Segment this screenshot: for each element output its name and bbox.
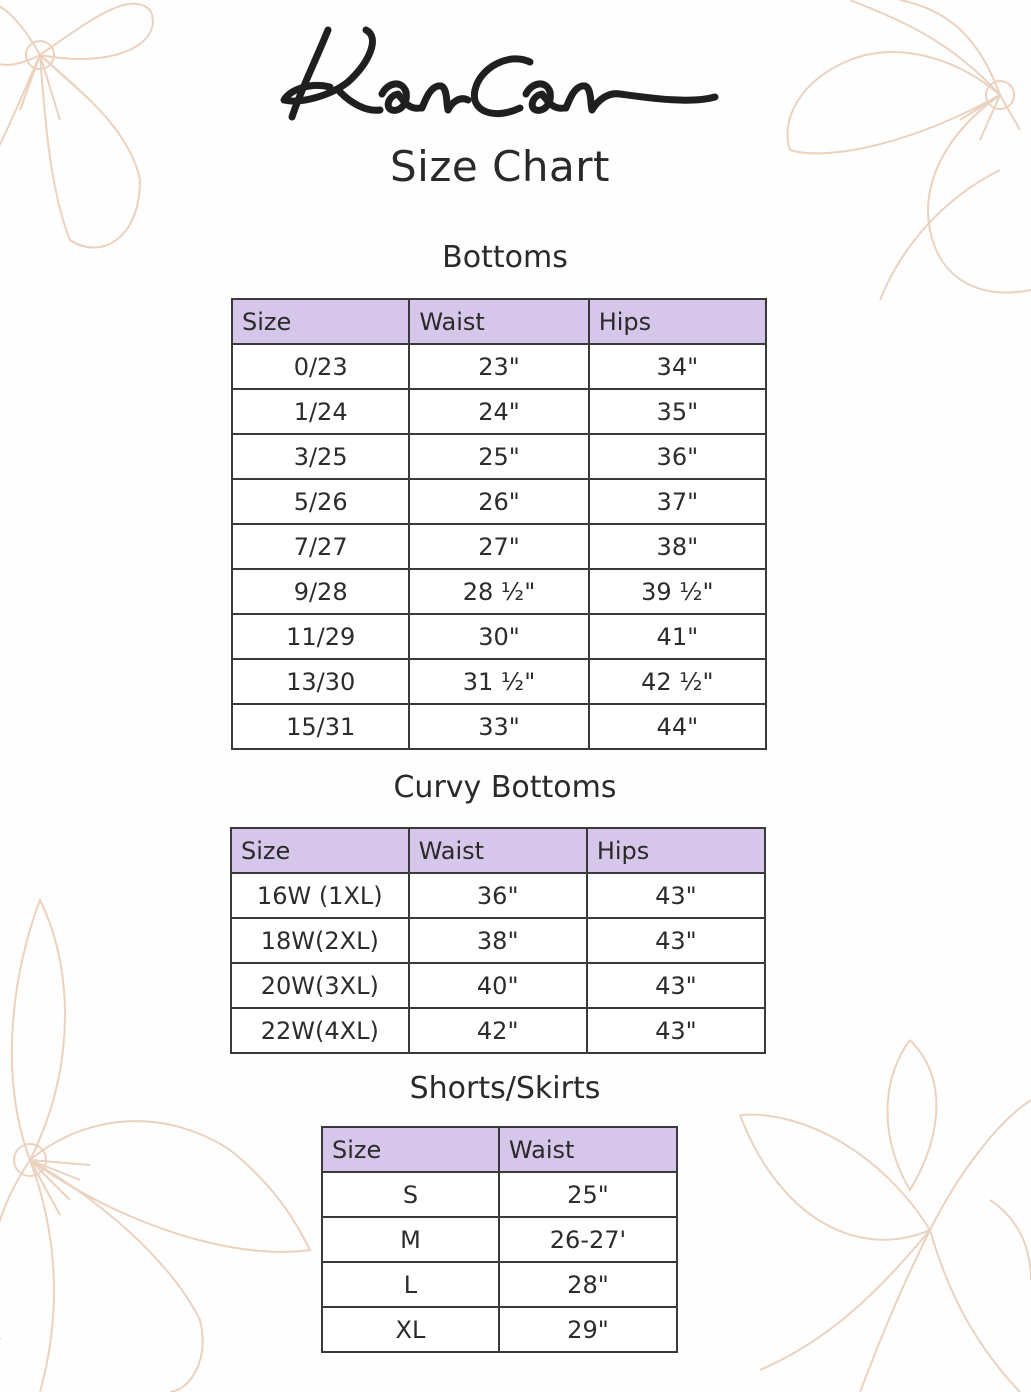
waist-cell: 33" (409, 704, 588, 749)
waist-cell: 23" (409, 344, 588, 389)
table-row (232, 524, 766, 569)
table-header-row (322, 1127, 677, 1172)
waist-cell: 25" (409, 434, 588, 479)
size-cell: 3/25 (232, 434, 409, 479)
size-cell: 7/27 (232, 524, 409, 569)
waist-cell: 28 ½" (409, 569, 588, 614)
size-cell: S (322, 1172, 499, 1217)
size-cell: 15/31 (232, 704, 409, 749)
size-cell: XL (322, 1307, 499, 1352)
size-cell: 18W(2XL) (231, 918, 409, 963)
table-row (232, 344, 766, 389)
table-row (232, 434, 766, 479)
column-header-waist: Waist (409, 299, 588, 344)
table-row (232, 389, 766, 434)
table-header-row (232, 299, 766, 344)
waist-cell: 30" (409, 614, 588, 659)
size-cell: 1/24 (232, 389, 409, 434)
hips-cell: 35" (589, 389, 766, 434)
size-cell: 9/28 (232, 569, 409, 614)
waist-cell: 31 ½" (409, 659, 588, 704)
size-cell: 0/23 (232, 344, 409, 389)
size-cell: 16W (1XL) (231, 873, 409, 918)
table-row (232, 569, 766, 614)
waist-cell: 36" (409, 873, 587, 918)
waist-cell: 27" (409, 524, 588, 569)
table-row (322, 1217, 677, 1262)
size-cell: 22W(4XL) (231, 1008, 409, 1053)
column-header-size: Size (322, 1127, 499, 1172)
flower-top-left (0, 3, 153, 247)
size-cell: 13/30 (232, 659, 409, 704)
table-row (231, 918, 765, 963)
waist-cell: 42" (409, 1008, 587, 1053)
waist-cell: 24" (409, 389, 588, 434)
size-cell: L (322, 1262, 499, 1307)
table-row (232, 479, 766, 524)
table-row (231, 963, 765, 1008)
waist-cell: 26-27' (499, 1217, 677, 1262)
table-row (232, 704, 766, 749)
hips-cell: 43" (587, 963, 765, 1008)
shorts-skirts-title: Shorts/Skirts (409, 1071, 601, 1106)
bottoms-title: Bottoms (442, 240, 568, 275)
size-cell: 11/29 (232, 614, 409, 659)
table-row (232, 659, 766, 704)
column-header-size: Size (231, 828, 409, 873)
brand-logo (270, 12, 730, 132)
column-header-waist: Waist (499, 1127, 677, 1172)
curvy-bottoms-table (230, 827, 766, 1054)
waist-cell: 25" (499, 1172, 677, 1217)
column-header-hips: Hips (589, 299, 766, 344)
table-row (322, 1262, 677, 1307)
bottoms-table (231, 298, 767, 750)
hips-cell: 39 ½" (589, 569, 766, 614)
hips-cell: 43" (587, 918, 765, 963)
hips-cell: 36" (589, 434, 766, 479)
table-row (322, 1307, 677, 1352)
waist-cell: 26" (409, 479, 588, 524)
table-row (231, 873, 765, 918)
shorts-skirts-table (321, 1126, 678, 1353)
hips-cell: 34" (589, 344, 766, 389)
size-cell: 5/26 (232, 479, 409, 524)
hips-cell: 41" (589, 614, 766, 659)
hips-cell: 43" (587, 873, 765, 918)
size-cell: 20W(3XL) (231, 963, 409, 1008)
table-row (322, 1172, 677, 1217)
table-header-row (231, 828, 765, 873)
column-header-hips: Hips (587, 828, 765, 873)
curvy-bottoms-title: Curvy Bottoms (393, 770, 617, 805)
page-subtitle: Size Chart (390, 142, 610, 191)
table-row (232, 614, 766, 659)
hips-cell: 42 ½" (589, 659, 766, 704)
waist-cell: 28" (499, 1262, 677, 1307)
waist-cell: 40" (409, 963, 587, 1008)
column-header-waist: Waist (409, 828, 587, 873)
hips-cell: 43" (587, 1008, 765, 1053)
hips-cell: 44" (589, 704, 766, 749)
table-row (231, 1008, 765, 1053)
column-header-size: Size (232, 299, 409, 344)
waist-cell: 29" (499, 1307, 677, 1352)
waist-cell: 38" (409, 918, 587, 963)
size-cell: M (322, 1217, 499, 1262)
hips-cell: 38" (589, 524, 766, 569)
hips-cell: 37" (589, 479, 766, 524)
